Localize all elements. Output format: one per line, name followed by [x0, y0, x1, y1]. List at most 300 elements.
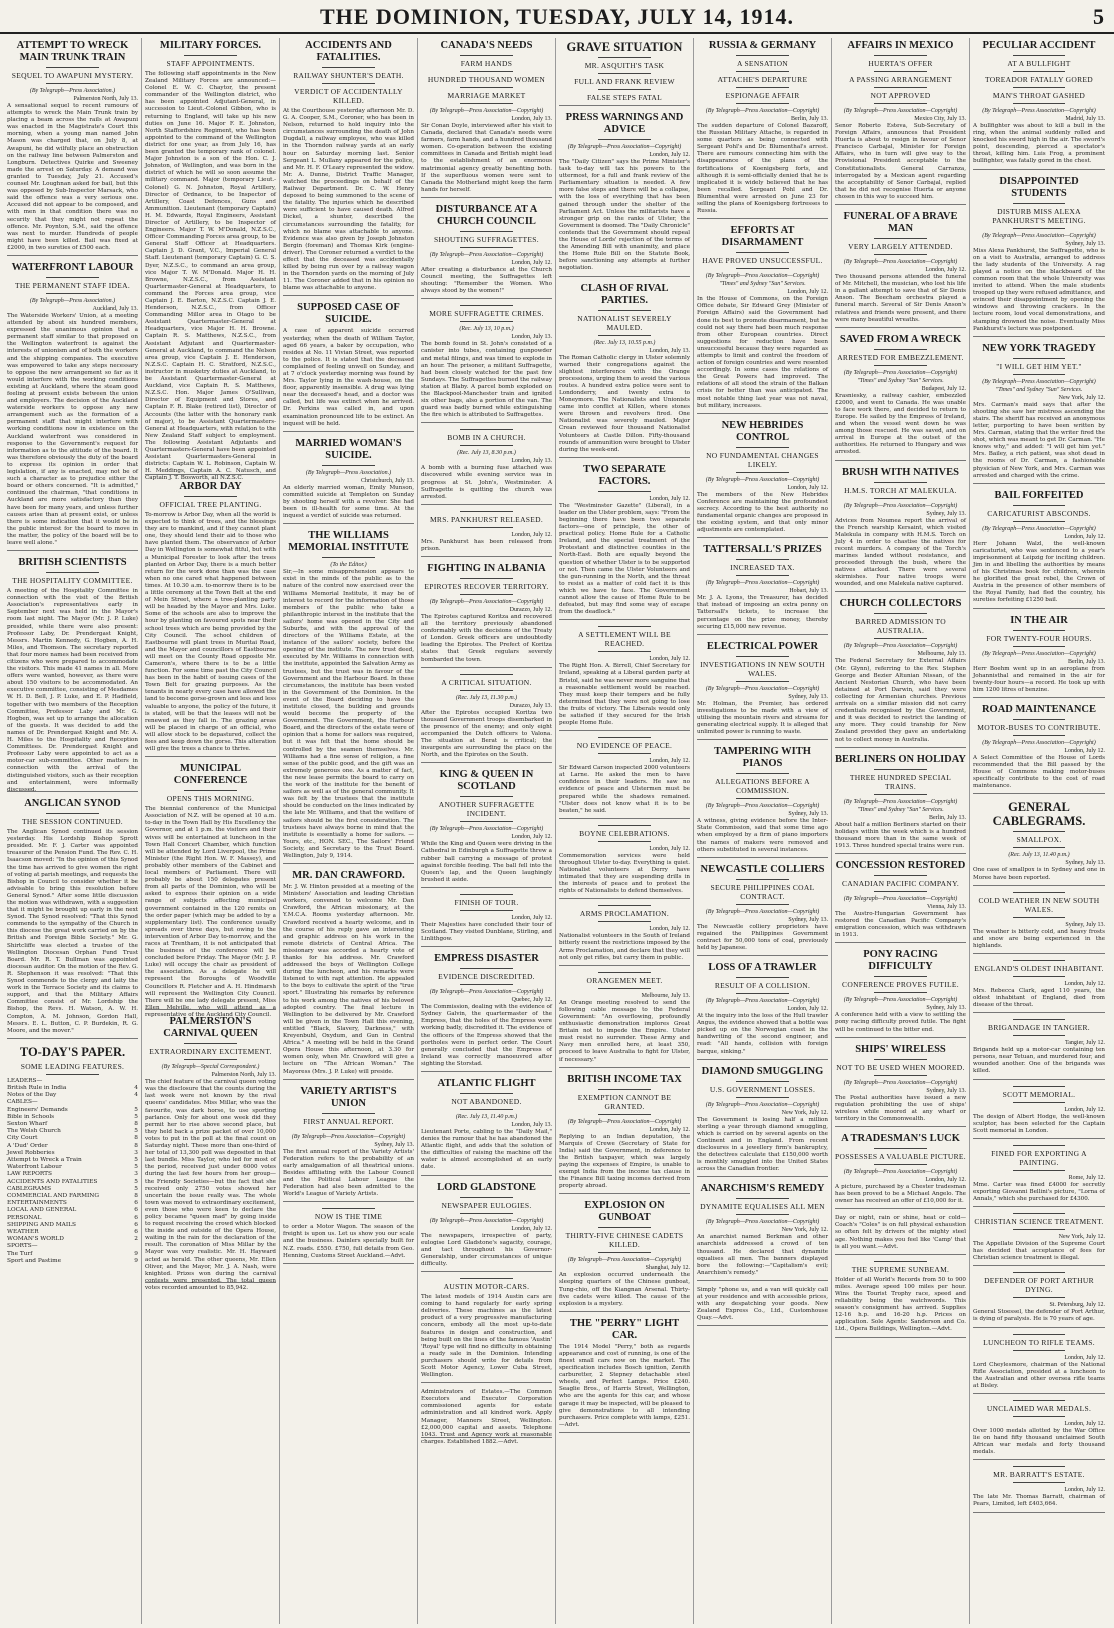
article-body: About half a million Berliners started on their holidays within the week which is a hundred thousand more than in the same week of 1913. Three hundred special trains were run.	[835, 821, 966, 849]
todays-paper-list	[7, 1078, 138, 1265]
divider-rule	[874, 875, 926, 876]
article	[421, 953, 552, 1072]
subheadline: FULL AND FRANK REVIEW	[574, 77, 675, 86]
column-2	[142, 38, 280, 1624]
feature-page: 4	[134, 1084, 138, 1091]
article	[559, 1318, 690, 1433]
article-body: Holder of all World's Records from 50 to 900 miles. Average speed 100 miles per hour. Wins the Tourist Trophy race, speed and reliability being the watchwords. This season's consignment has arrived. Supplies 12-16 h.p. and 16-20 h.p. Prices on application. Sole Agents: Sanderson and Co. Ltd., Opera Buildings, Wellington.—Advt.	[835, 1276, 966, 1333]
headline: WATERFRONT LABOUR	[11, 261, 134, 273]
subheadline: ENGLAND'S OLDEST INHABITANT.	[974, 963, 1104, 973]
dateline: Hobart, July 13.	[789, 588, 828, 595]
dateline: Durazzo, July 12.	[509, 607, 552, 613]
divider-rule	[1013, 228, 1066, 229]
divider-rule	[598, 921, 650, 922]
headline: GENERAL CABLEGRAMS.	[992, 800, 1086, 829]
masthead-title: THE DOMINION, TUESDAY, JULY 14, 1914.	[319, 4, 795, 29]
telegraph-credit: (By Telegraph—Press Association—Copyright) "Times" and Sydney "Sun" Services.	[843, 369, 958, 384]
dateline: London, July 12.	[649, 656, 690, 663]
divider-rule	[1013, 1416, 1066, 1417]
subheadline: ANOTHER SUFFRAGETTE INCIDENT.	[438, 800, 535, 819]
headline: FUNERAL OF A BRAVE MAN	[843, 211, 958, 235]
dateline: Berlin, July 13.	[791, 116, 828, 122]
dateline: London, July 12.	[649, 1126, 690, 1133]
article-separator	[283, 431, 414, 432]
subheadline: A PASSING ARRANGEMENT	[849, 75, 952, 84]
article	[973, 1213, 1105, 1266]
subheadline: MOTOR-BUSES TO CONTRIBUTE.	[977, 722, 1101, 732]
article-separator	[7, 255, 138, 256]
telegraph-credit: (To the Editor.)	[330, 562, 367, 569]
divider-rule	[736, 904, 788, 905]
telegraph-credit: (By Telegraph—Press Association—Copyright)	[567, 1257, 682, 1264]
telegraph-credit: (By Telegraph—Press Association—Copyright)	[982, 525, 1096, 532]
subheadline: CANADIAN PACIFIC COMPANY.	[841, 878, 960, 888]
subheadline: RESULT OF A COLLISION.	[714, 981, 811, 991]
divider-rule	[874, 498, 926, 499]
divider-rule	[184, 1059, 236, 1060]
feature-label: LAW REPORTS	[7, 1171, 52, 1178]
feature-page: 5	[134, 1157, 138, 1164]
article-separator	[559, 1067, 690, 1068]
article-body: While the King and Queen were driving in the Cathedral in Edinburgh a Suffragette threw a rubber ball carrying a message of protest against forcible feeding. The ball fell into the Queen's lap, and the Queen laughingly brushed it aside.	[421, 841, 552, 883]
subheadline: MRS. PANKHURST RELEASED.	[429, 514, 544, 524]
dateline: Sydney, July 13.	[374, 1141, 414, 1148]
subheadline: A SETTLEMENT WILL BE REACHED.	[578, 630, 671, 649]
article-body: To-morrow is Arbor Day, when all the world is expected to think of trees, and the blessings they are to mankind, and if they cannot plant one, they should lend their aid to those who have planted them. The observance of Arbor Day in Wellington is somewhat fitful, but with a Municipal Forester to look after the trees planted on Arbor Day, there is a much better return for the work done than was the case when no one cared what happened between times. At 10.30 a.m. to-morrow there is to be a little ceremony at the Town Belt at the end of Mein Street, where a tree-planting party will be headed by the Mayor and Mrs. Luke. Some of the schools are also to improve the hour by planting on favoured spots near their school trees which are being provided by the City Council. The school children of Eastbourne will plant trees in Muritai Road, and the Mayor and councillors of Eastbourne will meet on the County Road opposite Mr. Cameron's, where there is to be a little function. For some time past the City Council has been in the habit of issuing cases of the Town Belt for grazing purposes. As the tenants in nearly every case have allowed the land to become gorse-grown and less and less valuable to anyone, the policy of the future, it is stated, will be that the leases will not be renewed as they fall in. The grazing areas will be placed in charge of an official, who will allow stock to be depastured, collect the fees and keep down the gorse. This alteration will give the trees a chance to thrive.	[145, 512, 276, 753]
divider-rule	[322, 1208, 374, 1209]
subheadline: MARRIAGE MARKET	[447, 91, 526, 100]
subheadline: SCOTT MEMORIAL.	[1002, 1089, 1076, 1099]
dateline: Berlin, July 13.	[1068, 658, 1105, 665]
article	[835, 754, 966, 854]
article-separator	[559, 1432, 690, 1433]
headline: PRESS WARNINGS AND ADVICE	[565, 112, 684, 135]
divider-rule	[322, 83, 374, 84]
divider-rule	[1013, 1035, 1066, 1036]
dateline: Durazzo, July 13.	[509, 702, 552, 709]
todays-paper-row	[7, 1236, 138, 1243]
divider-rule	[460, 1197, 512, 1198]
dateline: London, July 12.	[925, 267, 966, 274]
article-separator	[697, 413, 828, 414]
telegraph-credit: (By Telegraph—Press Association—Copyright) "Times" and Sydney "Sun" Services.	[705, 273, 820, 288]
divider-rule	[1013, 1482, 1066, 1483]
telegraph-credit: (By Telegraph—Press Association.)	[305, 469, 392, 476]
dateline: Sydney, July 13.	[926, 1005, 966, 1012]
divider-rule	[1013, 505, 1066, 506]
article-separator	[697, 1176, 828, 1177]
article	[559, 972, 690, 1068]
divider-rule	[598, 1227, 650, 1228]
feature-label: The Turf	[7, 1250, 33, 1257]
headline: EXPLOSION ON GUNBOAT	[584, 1200, 665, 1224]
subheadline: THREE HUNDRED SPECIAL TRAINS.	[849, 772, 952, 791]
dateline: London, July 12.	[1064, 1106, 1105, 1113]
divider-rule	[736, 681, 788, 682]
subheadline: U.S. GOVERNMENT LOSSES.	[709, 1084, 816, 1094]
dateline: Vienna, July 13.	[927, 903, 966, 910]
article	[283, 530, 414, 864]
article-body: A sensational sequel to recent rumours of attempts to wreck the Main Trunk train by placing a beam across the rails at Awapuni was enacted in the Magistrate's Court this morning, when a young man named John Mason was charged that, on July 8, at Awapuni, he did wilfully place an obstruction on the railway line between Palmerston and Longburn. Detectives Quirke and Sweeney made the arrest on Saturday. A demand was granted to Tuesday, July 21. Accused's counsel Mr. Loughnan asked for bail, but this was opposed by Sub-Inspector Marsack, who said the offence was a very serious one. Accused did not appear to be composed, and with men in that condition there was no security that they might not repeat the offence. Mr. Poynton, S.M., said the offence was next to murder. Hundreds of people might have been killed. Bail was fixed at £2000, in two sureties of £500 each.	[7, 103, 138, 251]
feature-label: A 'Dud' Order	[7, 1142, 48, 1149]
article	[835, 1044, 966, 1127]
article	[559, 464, 690, 621]
article-body: Mr. J. W. Hinton presided at a meeting of the Ministers' Association and leading Christian workers, convened to welcome Mr. Dan Crawford, the African missionary, at the Y.M.C.A. Rooms yesterday afternoon. Mr. Crawford received a hearty welcome, and in the course of his reply gave an interesting and graphic address on his work in the remote districts of Central Africa. The missionary was accorded a hearty vote of thanks for his address. Mr. Crawford addressed the boys of Wellington College during the luncheon, and his remarks were listened to with rapt attention. He appealed to the boys to cultivate the spirit of the "true sport." Illustrating his remarks by reference to his work among the natives of his beloved adopted country. The final lecture in Wellington to be delivered by Mr. Crawford will be given in the Town Hall this evening, entitled "Black, Slavery, Darkness," with Kreyenbuhl, Oxydum, and Gun in Central Africa." A meeting will be held in the Grand Opera House this afternoon, at 3.30 for women only, when Mr. Crawford will give a lecture on "The African Woman." The Mayoress (Mrs. J. P. Luke) will preside.	[283, 884, 414, 1075]
dateline: Christchurch, July 13.	[361, 477, 414, 484]
divider-rule	[874, 638, 926, 639]
telegraph-credit: (By Telegraph—Press Association—Copyright)	[843, 643, 958, 650]
subheadline: NATIONALIST SEVERELY MAULED.	[577, 313, 672, 332]
divider-rule	[598, 905, 650, 906]
todays-paper-row	[7, 1229, 138, 1236]
telegraph-credit: (By Telegraph—Press Association—Copyright) "Times" and Sydney "Sun" Services.	[982, 378, 1096, 393]
article	[973, 343, 1105, 484]
divider-rule	[1013, 71, 1066, 72]
article	[421, 1278, 552, 1383]
divider-rule	[874, 238, 926, 239]
column-1	[4, 38, 142, 1624]
divider-rule	[736, 1081, 788, 1082]
divider-rule	[598, 73, 650, 74]
todays-paper-row	[7, 1085, 138, 1092]
article	[283, 438, 414, 524]
subheadline: MR. BARRATT'S ESTATE.	[993, 1470, 1085, 1480]
divider-rule	[1013, 103, 1066, 104]
divider-rule	[46, 277, 98, 278]
divider-rule	[736, 268, 788, 269]
article-separator	[697, 857, 828, 858]
divider-rule	[1013, 358, 1066, 359]
headline: PONY RACING DIFFICULTY	[863, 949, 938, 973]
article	[421, 894, 552, 947]
article-separator	[973, 608, 1105, 609]
article-body: The members of the New Hebrides Conference are maintaining the profoundest secrecy. According to the best authority no fundamental organic changes are proposed in the existing system, and that only minor adjustments are contemplated.	[697, 491, 828, 534]
subheadline: SMALLPOX.	[1016, 835, 1062, 845]
article-separator	[973, 1012, 1105, 1013]
divider-rule	[460, 445, 512, 446]
article-body: The Austro-Hungarian Government has restored the Canadian Pacific Company's emigration concession, which was withdrawn in 1913.	[835, 910, 966, 939]
divider-rule	[736, 798, 788, 799]
article	[421, 1078, 552, 1176]
subheadline: INCREASED TAX.	[730, 563, 795, 573]
dateline: London, July 12.	[787, 1006, 828, 1013]
article-separator	[421, 1271, 552, 1272]
article-body: An anarchist named Berkman and other anarchists addressed a crowd of ten thousand. He declared that dynamite equalises all men. The banners displayed bore the following:—"Capitalism's evil; Anarchism's remedy."	[697, 1234, 828, 1276]
subheadline: EXTRAORDINARY EXCITEMENT.	[149, 1047, 272, 1057]
article-separator	[7, 1038, 138, 1039]
divider-rule	[1013, 1297, 1066, 1298]
leaders-label: LEADERS—	[7, 1077, 43, 1084]
feature-label: British Rule in India	[7, 1084, 67, 1091]
divider-rule	[874, 365, 926, 366]
divider-rule	[736, 977, 788, 978]
article	[7, 557, 138, 792]
telegraph-credit: (By Telegraph—Press Association—Copyright)	[429, 599, 544, 605]
dateline: London, July 12.	[1064, 980, 1105, 987]
article-body: Lord Cheylesmore, chairman of the National Rifle Association, presided at a luncheon to the Australian and other oversea rifle teams at Bisley.	[973, 1361, 1105, 1389]
feature-label: COMMERCIAL AND FARMING	[7, 1193, 100, 1200]
dateline: Melbourne, July 13.	[917, 651, 966, 658]
dateline: Mexico City, July 13.	[914, 116, 966, 122]
telegraph-credit: (By Telegraph—Press Association—Copyright)	[429, 1217, 544, 1224]
article-separator	[283, 523, 414, 524]
subheadline: RAILWAY SHUNTER'S DEATH.	[293, 71, 404, 80]
headline: TWO SEPARATE FACTORS.	[583, 463, 666, 487]
subheadline: POSSESSES A VALUABLE PICTURE.	[835, 1152, 966, 1161]
article-separator	[697, 1325, 828, 1326]
headline: BRITISH INCOME TAX	[567, 1073, 682, 1085]
divider-rule	[736, 773, 788, 774]
todays-paper-row	[7, 1171, 138, 1178]
dateline: New York, July 12.	[1058, 394, 1105, 401]
divider-rule	[1013, 831, 1066, 832]
dateline: Sydney, July 13.	[926, 510, 966, 517]
article-body: The chief feature of the carnival queen voting was the disclosure that the counts during the last week were not known by the rival queens' candidates. Miss Millar, who was the favourite, was dark horse, to use sporting parlance. Only for about one week did they permit her to rise above second place, but they held back a prize packet of over 10,000 votes to put in the poll at the final count on Saturday night. These more than one-third of her total of 13,300 poll was deposited in that last bundle. Miss Taylor, who led for most of the period, received just under 6000 votes during the last few hours from her group—the Friendly Societies—but the fact that she received only 2750 votes showed her uncertain the issue really was. The whole town was moved to extraordinary excitement, even those who were keen to declare the policy became "queen mad" by going inside to request receiving the crowd which blocked the inside and outside of the Opera House, waiting in the rain for the declaration of the result. The coronation of Miss Millar by the Mayor was very realistic. Mr. H. Hayward acted as herald. The other queens, Mr. Ellen Oliver, and the Mayor, Mr. J. A. Nash, were knighted. Prizes won during the carnival contests were presented. The total queen votes recorded amounted to 85,942.	[145, 1079, 276, 1291]
divider-rule	[1013, 1213, 1066, 1214]
article	[973, 40, 1105, 170]
divider-rule	[598, 753, 650, 754]
divider-rule	[598, 57, 650, 58]
headline: ATLANTIC FLIGHT	[437, 1078, 536, 1089]
article	[559, 825, 690, 900]
headline: FIGHTING IN ALBANIA	[427, 563, 546, 574]
article-body: Herr Johann Walzl, the well-known caricaturist, who was sentenced to a year's imprisonment at Leipzig for inciting children. Jim in and libelling the authorities by means of his Christmas book for children, wherein he glorified the great rebel, the Crown of Austria in the presence of other members of the Royal Family, had fled the country, his sureties forfeiting £1250 bail.	[973, 540, 1105, 604]
dateline: Sydney, July 13.	[926, 1087, 966, 1094]
article-body: The Federal Secretary for External Affairs (Mr. Glynn), referring to the Rev. Stephen George and Bezier Altunian Nissan, of the Ancient Nestorian Church, who have been detained at Port Darwin, said they were collecting for Armenian churches. Previous arrivals on a similar mission did not carry credentials recognised by the Government, and it was decided to restrict the landing of any more. They could tranship for New Zealand provided they gave an undertaking not to collect money in Australia.	[835, 658, 966, 743]
telegraph-credit: (By Telegraph—Press Association—Copyright)	[982, 232, 1096, 239]
divider-rule	[1013, 646, 1066, 647]
feature-label: ACCIDENTS AND FATALITIES	[7, 1178, 98, 1185]
subheadline: VERDICT OF ACCIDENTALLY KILLED.	[294, 87, 403, 105]
divider-rule	[1013, 1229, 1066, 1230]
todays-paper-row	[7, 1135, 138, 1142]
article-body: After the Epirotes occupied Koritza two thousand Government troops disembarked in the presence of the enemy; and only eight accompanied the Dutch officers to Valona. The situation at Berat is critical; the insurgents are surrounding the place on the North, and the Epirotes on the South.	[421, 709, 552, 759]
column-3	[280, 38, 418, 1624]
divider-rule	[460, 71, 512, 72]
article-separator	[835, 747, 966, 748]
article	[697, 746, 828, 857]
todays-paper-row	[7, 1222, 138, 1229]
article-body: The Appellate Division of the Supreme Court has decided that acceptance of fees for Christian science treatment is illegal.	[973, 1241, 1105, 1262]
dateline: Shanghai, July 12.	[645, 1265, 690, 1272]
divider-rule	[598, 988, 650, 989]
article-body: After creating a disturbance at the Church Council meeting, the Suffragettes left shouting: "Remember the Women. Who always stood by the women!"	[421, 266, 552, 295]
article	[973, 704, 1105, 794]
dateline: Sydney, July 13.	[1065, 240, 1105, 247]
dateline: London, July 12.	[1064, 533, 1105, 540]
dateline: London, July 12.	[787, 484, 828, 491]
feature-page: 6	[134, 1221, 138, 1228]
feature-label: LOCAL AND GENERAL	[7, 1207, 77, 1214]
headline: AFFAIRS IN MEXICO	[847, 40, 954, 51]
article-body: The following staff appointments in the New Zealand Military Forces are announced:— Colonel E. W. C. Chaytor, the present commander of the Wellington district, who has been appointed Adjutant-General, in succession to Lieut.-Colonel Gibbon, who is returning to England, will take up his new duties on June 16. Major F. E. Johnston, North Staffordshire Regiment, who has been appointed to the command of the Wellington district for one year, as from July 16, has been granted the temporary rank of colonel. Major Johnston is a son of the Hon. C. J. Johnston, of Wellington, and was born in the district of which he will so soon assume the military command. Major (temporary Lieut.-Colonel) G. N. Johnston, Royal Artillery, Director of Ordnance, to be Inspector of Artillery, Coast Defences, Guns and Ammunition. Lieutenant (temporary Captain) H. M. Edwards, Royal Engineers, Assistant Director of Artillery, to be Inspector of Engineers. Major T. W. M'Donald, N.Z.S.C., Officer Commanding Forces area group, to be General Staff Officer at Headquarters. Captain J. D. Grant, V.C., Imperial General Staff. Lieutenant (temporary Captain) G. C. S. Dyer, N.Z.S.C., to command an area group, vice Major T. W. M'Donald. Major H. H. Browne, N.Z.S.C., from Assistant Quartermaster-General at Headquarters, to command the Forces area group, vice Captain J. E. Barton, N.Z.S.C. Captain J. E. Henderson, N.Z.S.C., from Officer Commanding Millor area in Otago to be Assistant Quartermaster-General at Headquarters, vice Major H. H. Browne. Captain R. S. Matthews, N.Z.S.C., from Assistant Adjutant and Quartermaster-General at Auckland, to command the Nelson area group, vice Captain J. E. Henderson, N.Z.S.C. Captain H. C. Stratford, N.Z.S.C., instructor in musketry duties at Auckland, to be Assistant Quartermaster-General at Auckland, vice Captain R. S. Matthews, N.Z.S.C. Hon. Major James O'Sullivan, Director of Equipment and Stores, and Captain F. R. Blake (retired list), Director of Accounts (the latter with the honorary rank of major), to be Assistant Quartermasters-General at Headquarters, with relation to the New Zealand Staff subject to employment. The following Assistant Adjutants and Quartermasters-General have been appointed Assistant Quartermasters-General in districts: Captain W. L. Robinson, Captain W. H. Meddings, Captain A. C. Natusch, and Captain J. T. Bosworth, all N.Z.S.C.	[145, 71, 276, 482]
article-body: Krasniesky, a railway cashier, embezzled £2000, and went to Canada. He was unable to face work there, and decided to return to Europe. He sailed by the Empress of Ireland, and when the vessel went down he was among those rescued. He was saved, and on arrival in Europe at the outset of the authorities. He returned to Hungary and was arrested.	[835, 392, 966, 456]
feature-page: 6	[134, 1229, 138, 1236]
article-separator	[697, 955, 828, 956]
feature-page: 6	[134, 1214, 138, 1221]
article	[283, 1208, 414, 1263]
headline: VARIETY ARTIST'S UNION	[300, 1085, 397, 1109]
article-separator	[283, 1263, 414, 1264]
subheadline: DISTURB MISS ALEXA PANKHURST'S MEETING.	[992, 206, 1086, 225]
telegraph-credit: (Rec. July 13, 10.55 p.m.)	[593, 339, 656, 346]
article-separator	[835, 204, 966, 205]
telegraph-credit: (By Telegraph—Press Association.)	[29, 88, 116, 94]
article-body: The "Daily Citizen" says the Prime Minister's task to-day will tax his powers to the uttermost, for a full and frank review of the Parliamentary situation is needed. A few more false steps and there will be a collapse, with the loss of everything that has been gained through under the shelter of the Parliament Act. Unless the militarists have a stronger grip on the ranks of Ulster, the Government is doomed. The "Daily Chronicle" contends that the Government should repeal the House of Lords' rejection of the terms of the Amending Bill with unanimity, and place the Home Rule Bill on the Statute Book, before sanctioning any attempts at further negotiation.	[559, 159, 690, 272]
subheadline: FOR TWENTY-FOUR HOURS.	[986, 633, 1092, 643]
article	[283, 302, 414, 431]
article	[559, 1074, 690, 1195]
todays-paper-row	[7, 1114, 138, 1121]
article	[421, 674, 552, 764]
feature-page: 9	[134, 1257, 138, 1264]
dateline: London, July 12.	[787, 289, 828, 296]
article-separator	[835, 853, 966, 854]
article-separator	[421, 667, 552, 668]
telegraph-credit: (By Telegraph—Press Association—Copyright)	[843, 259, 958, 266]
article	[697, 1066, 828, 1178]
article	[835, 467, 966, 593]
article-separator	[559, 276, 690, 277]
article-body: Mme. Carter was fined £4000 for secretly exporting Giovanni Bellini's picture, "Lorna of Annals," which she purchased for £4300.	[973, 1181, 1105, 1202]
subheadline: OPENS THIS MORNING.	[166, 794, 255, 804]
divider-rule	[598, 139, 650, 140]
subheadline: CARICATURIST ABSCONDS.	[987, 508, 1091, 518]
article	[559, 1200, 690, 1311]
article-body: The biennial conference of the Municipal Association of N.Z. will be opened at 10 a.m. to-day in the Town Hall by His Excellency the Governor, and at 1 p.m. the visitors and their wives will be entertained at luncheon in the Town Hall Concert Chamber, which function will be attended by Lord Liverpool, the Prime Minister (the Right Hon. W. F. Massey), and probably other members of the Cabinet and local members of Parliament. There will probably be about 150 delegates present from all parts of the Dominion, who will be asked to express their opinion on a wide range of subjects affecting municipal government contained in the 120 remits on the order paper (which may be added to by a supplementary list). The conference usually spreads over three days, but owing to the intervention of Arbor Day to-morrow, and the races at Trentham, it is not anticipated that the business of the conference will be concluded before Friday. The Mayor (Mr. J. P. Luke) will occupy the chair as president of the association. As a delegate he will represent the Boroughs of Woodville Councillors R. Fletcher and A. H. Hindmarsh will represent the Wellington City Council. There will be one lady delegate present, Miss Ellen Melville, who will attend as a representative of the Auckland City Council.	[145, 806, 276, 1018]
subheadline: BOMB IN A CHURCH.	[447, 433, 526, 443]
feature-page: 3	[134, 1149, 138, 1156]
article-body: The Postal authorities have issued a new regulation prohibiting the use of ships' wireless while moored at any wharf or territory in the Commonwealth.	[835, 1094, 966, 1122]
dateline: Sydney, July 13.	[1065, 860, 1105, 867]
divider-rule	[1013, 976, 1066, 977]
telegraph-credit: (By Telegraph—Press Association—Copyright)	[705, 476, 820, 483]
divider-rule	[1013, 374, 1066, 375]
telegraph-credit: (By Telegraph—Special Correspondent.)	[161, 1064, 260, 1071]
subheadline: FALSE STEPS FATAL	[586, 93, 663, 102]
todays-paper-row	[7, 1207, 138, 1214]
subheadline: EXEMPTION CANNOT BE GRANTED.	[577, 1092, 672, 1111]
headline: CANADA'S NEEDS	[440, 40, 533, 51]
headline: GRAVE SITUATION	[566, 40, 683, 54]
divider-rule	[874, 794, 926, 795]
telegraph-credit: (Rec. July 13, 11.40 p.m.)	[1008, 852, 1070, 859]
article-separator	[559, 457, 690, 458]
feature-page: 5	[134, 1128, 138, 1135]
article-separator	[835, 1208, 966, 1209]
dateline: New York, July 12.	[1058, 1234, 1105, 1241]
dateline: Palmerston North, July 13.	[73, 96, 138, 102]
subheadline: ALLEGATIONS BEFORE A COMMISSION.	[715, 777, 810, 796]
subheadline: DEFENDER OF PORT ARTHUR DYING.	[984, 1276, 1094, 1295]
article-body: Lieutenant Porte, cabling to the "Daily Mail," denies the rumour that he has abandoned the Atlantic flight, and adds that the solution of the difficulties of raising the machine off the water is almost accomplished at an early date.	[421, 1129, 552, 1171]
article	[835, 1215, 966, 1254]
subheadline: THE SUPREME SUNBEAM.	[851, 1264, 950, 1274]
divider-rule	[1013, 87, 1066, 88]
dateline: London, July 13.	[511, 116, 552, 122]
article-body: Their Majesties have concluded their tour of Scotland. They visited Dunblane, Stirling, and Linlithgow.	[421, 921, 552, 943]
telegraph-credit: (By Telegraph—Press Association—Copyright)	[429, 989, 544, 996]
subheadline: STAFF APPOINTMENTS.	[166, 59, 255, 68]
headline: ANGLICAN SYNOD	[24, 798, 121, 810]
article	[559, 112, 690, 277]
article-body: The Roman Catholic clergy in Ulster solemnly warned their congregations against the slightest interference with the Orange processions, urging them to avoid the various routes. A hundred extra police were sent to Londonderry, and twenty extra to Moneymore. The Nationalists and Unionists came into conflict at Killen, where stones were thrown and revolvers fired. One Nationalist was severely mauled. Major Crean reviewed four thousand Nationalist Volunteers at Castle Dillon. Fifty-thousand rounds of ammunition were brought to Ulster during the week-end.	[559, 354, 690, 453]
article-separator	[973, 697, 1105, 698]
todays-paper-sub: SOME LEADING FEATURES.	[20, 1061, 125, 1071]
headline: ACCIDENTS AND FATALITIES.	[305, 40, 392, 63]
divider-rule	[460, 984, 512, 985]
article	[145, 763, 276, 1018]
subheadline: ORANGEMEN MEET.	[586, 975, 663, 985]
telegraph-credit: (Rec. July 13, 11.30 p.m.)	[455, 694, 518, 701]
subheadline: INVESTIGATIONS IN NEW SOUTH WALES.	[700, 659, 825, 678]
telegraph-credit: (By Telegraph—Press Association—Copyright)	[705, 685, 820, 692]
article	[421, 305, 552, 423]
article-body: The Commission, dealing with the evidence of Sydney Galvin, the quartermaster of the Empress, that the holes of the Empress were working badly, discredited it. The evidence of the officers of the Empress showed that the portholes were in perfect order. The Court generally concluded that the Empress of Ireland was correctly manoeuvred after sighting the Storstad.	[421, 1004, 552, 1067]
divider-rule	[184, 496, 236, 497]
article-body: In the House of Commons, on the Foreign Office debate, Sir Edward Grey (Minister of Foreign Affairs) said the Government had done its best to promote disarmament, but he could not say there had been much response from other European countries. Direct suggestions for reduction have been unsuccessful because they were regarded as attempts to limit and control the freedom of action of foreign countries and were resented accordingly. In some cases the relations of the Great Powers had improved. The relations of all stood the strain of the Balkan crisis for better than was anticipated. The most notable thing last year was not naval, but military, increases.	[697, 296, 828, 409]
article	[835, 598, 966, 747]
article	[7, 40, 138, 256]
divider-rule	[1013, 1350, 1066, 1351]
headline: PECULIAR ACCIDENT	[982, 40, 1096, 51]
article	[421, 429, 552, 504]
divider-rule	[1013, 1334, 1066, 1335]
divider-rule	[736, 103, 788, 104]
article-body: Mrs. Pankhurst has been released from prison.	[421, 538, 552, 552]
headline: SHIPS' WIRELESS	[855, 1043, 946, 1055]
subheadline: MORE SUFFRAGETTE CRIMES.	[429, 309, 544, 319]
divider-rule	[874, 1164, 926, 1165]
feature-page: 5	[134, 1164, 138, 1171]
subheadline: NOT APPROVED	[870, 91, 931, 100]
article-separator	[835, 1126, 966, 1127]
masthead	[0, 0, 1114, 34]
telegraph-credit: (By Telegraph—Press Association.)	[29, 297, 116, 304]
dateline: New York, July 12.	[781, 1109, 828, 1116]
article	[697, 40, 828, 219]
divider-rule	[874, 482, 926, 483]
article-separator	[283, 1201, 414, 1202]
divider-rule	[1013, 917, 1066, 918]
headline: DIAMOND SMUGGLING	[701, 1065, 824, 1077]
article-body: Simply "phone us, and a van will quickly call at your residence and with accessible prices, with any despatching your goods. New Zealand Express Co., Ltd., Customhouse Quay.—Advt.	[697, 1286, 828, 1322]
dateline: Palmerston North, July 13.	[211, 1072, 276, 1079]
headline: ROAD MAINTENANCE	[981, 703, 1097, 715]
feature-page: 8	[134, 1135, 138, 1142]
article-separator	[421, 298, 552, 299]
article	[835, 1261, 966, 1338]
divider-rule	[598, 310, 650, 311]
divider-rule	[46, 813, 98, 814]
subheadline: NO EVIDENCE OF PEACE.	[576, 741, 673, 751]
article	[973, 490, 1105, 609]
dateline: London, July 12.	[511, 1225, 552, 1232]
divider-rule	[460, 821, 512, 822]
dateline: London, July 12.	[925, 1177, 966, 1183]
article	[697, 544, 828, 634]
article-separator	[283, 295, 414, 296]
feature-label: ENTERTAINMENTS	[7, 1200, 67, 1207]
divider-rule	[1013, 735, 1066, 736]
feature-label: Engineers' Demands	[7, 1106, 68, 1113]
article-separator	[973, 1138, 1105, 1139]
article	[973, 1145, 1105, 1207]
telegraph-credit: (By Telegraph—Press Association—Copyright)	[982, 108, 1096, 114]
telegraph-credit: (By Telegraph—Press Association—Copyright)	[843, 997, 958, 1004]
todays-paper-row	[7, 1200, 138, 1207]
article-body: Sir,—In some misapprehension appears to exist in the minds of the public as to the nature of the control now exercised over the Williams Memorial Institute, it may be of interest to record for the information of those members of the public who take a philanthropic interest in the institute that the sailors' home was opened in the City and Suburbs, and with the approval of the directors of the Williams Estate, at the instance of the sailors' society, before the opening of the institute. The new trust deed, executed by Mr. Williams in connection with the institute, appointed the Salvation Army as trustees, but the trust was in favour of the Government and the Harbour Board. In these circumstances, the institute has been vested in the Government of the Dominion. In the event of the Board deciding to have the institute closed, the building and grounds would become the property of the Government. The Government, the Harbour Board, and the directors of the estate were of opinion that a home for sailors was required, but it was felt that the home should be controlled by the seamen themselves. Mr. Williams had a fine sense of religion, a fine sense of the public good, and the gift was an extremely generous one. As a matter of fact, the new lease permits the board to carry on the work of the institute for the benefit of sailors as well as of the general community. It was felt by the trustees that the institute should be conducted on the lines indicated by the late Mr. Williams, and that the welfare of sailors should be the first consideration. The trustees have always borne in mind that the institute is essentially a home for sailors. — Yours, etc., HON. SEC., The Sailors' Friend Society, and Secretary to the Trust Board. Wellington, July 9, 1914.	[283, 569, 414, 859]
